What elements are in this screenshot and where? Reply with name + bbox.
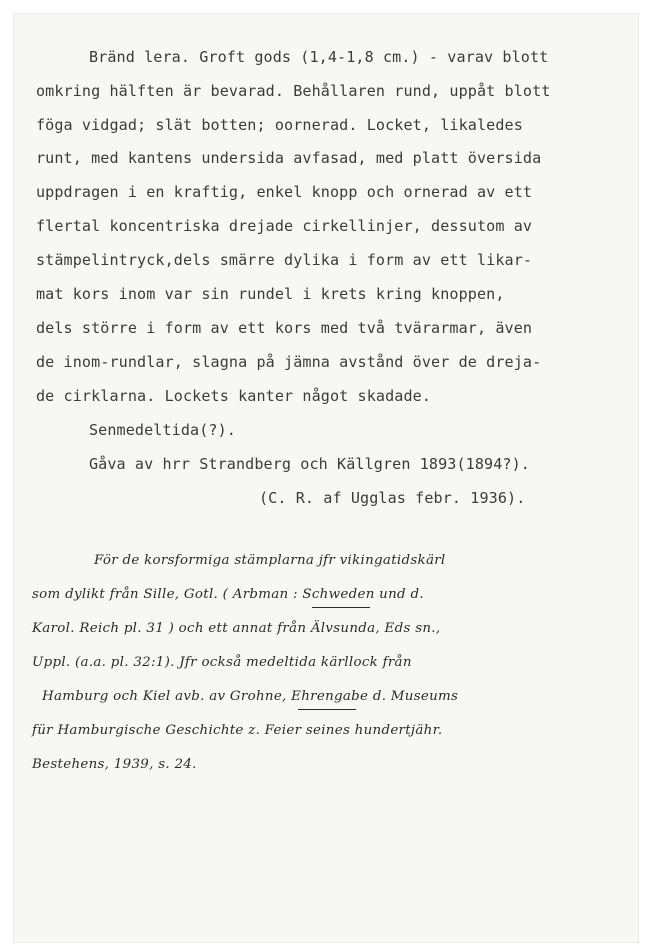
- underline-arbman: [312, 607, 370, 608]
- handwritten-line: Bestehens, 1939, s. 24.: [32, 757, 197, 772]
- typed-line: runt, med kantens undersida avfasad, med platt översida: [36, 149, 542, 167]
- handwritten-line: Karol. Reich pl. 31 ) och ett annat från Älvsunda, Eds sn.,: [32, 621, 441, 636]
- typed-line: flertal koncentriska drejade cirkellinjer, dessutom av: [36, 217, 533, 235]
- handwritten-line: Hamburg och Kiel avb. av Grohne, Ehrengabe d. Museums: [42, 689, 459, 704]
- handwritten-line: Uppl. (a.a. pl. 32:1). Jfr också medeltida kärllock från: [32, 655, 412, 670]
- typed-line: Bränd lera. Groft gods (1,4-1,8 cm.) - varav blott: [89, 48, 549, 66]
- typed-line: dels större i form av ett kors med två tvärarmar, även: [36, 319, 533, 337]
- handwritten-line: För de korsformiga stämplarna jfr vikingatidskärl: [94, 553, 446, 568]
- typed-line: de inom-rundlar, slagna på jämna avstånd över de dreja-: [36, 353, 542, 371]
- typed-line: stämpelintryck,dels smärre dylika i form av ett likar-: [36, 251, 533, 269]
- handwritten-line: für Hamburgische Geschichte z. Feier seines hundertjähr.: [32, 723, 443, 738]
- typed-line: de cirklarna. Lockets kanter något skadade.: [36, 387, 432, 405]
- catalogue-card: [14, 14, 638, 942]
- typed-line-signature: (C. R. af Ugglas febr. 1936).: [259, 489, 526, 507]
- typed-line-dating: Senmedeltida(?).: [89, 421, 236, 439]
- underline-grohne: [298, 709, 356, 710]
- typed-line: uppdragen i en kraftig, enkel knopp och ornerad av ett: [36, 183, 533, 201]
- typed-line: omkring hälften är bevarad. Behållaren rund, uppåt blott: [36, 82, 551, 100]
- typed-line: mat kors inom var sin rundel i krets kring knoppen,: [36, 285, 505, 303]
- typed-line-donation: Gåva av hrr Strandberg och Källgren 1893(1894?).: [89, 455, 530, 473]
- typed-line: föga vidgad; slät botten; oornerad. Locket, likaledes: [36, 116, 523, 134]
- handwritten-line: som dylikt från Sille, Gotl. ( Arbman : Schweden und d.: [32, 587, 424, 602]
- handwritten-note: [14, 14, 638, 942]
